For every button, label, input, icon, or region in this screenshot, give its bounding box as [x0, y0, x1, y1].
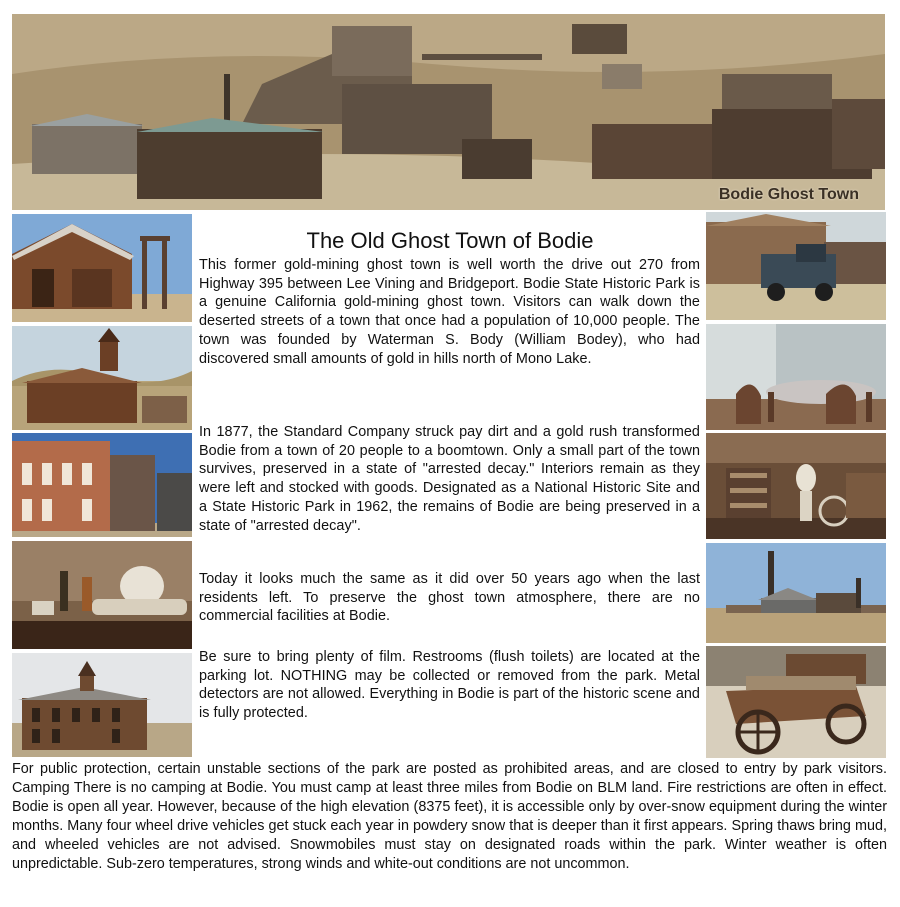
photo-barn — [12, 214, 192, 322]
article-paragraph: In 1877, the Standard Company struck pay dirt and a gold rush transformed Bodie from a town of 20 people to a boomtown. Only a small part of the town survives, preserved in a state of "arrested decay." Interiors remain as they were left and stocked with goods. Designated as a National Historic Site and a State Historic Park in 1962, the remains of Bodie are being preserved in a state of "arrested decay". — [199, 424, 700, 534]
photo-brick-building — [12, 433, 192, 537]
photo-store-interior — [706, 433, 886, 539]
banner-photo — [12, 14, 885, 210]
photo-church — [12, 326, 192, 430]
footer-paragraph: For public protection, certain unstable sections of the park are posted as prohibited areas, and are closed to entry by park visitors. Camping There is no camping at Bodie. You must camp at least three miles from Bodie on BLM land. Fire restrictions are often in effect. Bodie is open all year. However, because of the high elevation (8375 feet), it is accessible only by over-snow equipment during the winter months. Many four wheel drive vehicles get stuck each year in powdery snow that is deeper than it first appears. Spring thaws bring mud, and wheeled vehicles are not advised. Snowmobiles must stay on designated roads within the park. Winter weather is often unpredictable. Sub-zero temperatures, strong winds and white-out conditions are not uncommon. — [12, 761, 887, 872]
article-title: The Old Ghost Town of Bodie — [306, 228, 594, 253]
photo-mill-buildings — [706, 543, 886, 643]
article-paragraph: Be sure to bring plenty of film. Restrooms (flush toilets) are located at the parking lot. NOTHING may be collected or removed from the park. Metal detectors are not allowed. Everything in Bodie is part of the historic scene and is fully protected. — [199, 649, 700, 722]
photo-wagon — [706, 646, 886, 758]
photo-old-truck — [706, 212, 886, 320]
photo-washbasin — [12, 541, 192, 649]
banner-town-illustration — [12, 14, 885, 210]
banner-caption: Bodie Ghost Town — [718, 186, 859, 203]
article-paragraph: This former gold-mining ghost town is well worth the drive out 270 from Highway 395 between Lee Vining and Bridgeport. Bodie State Historic Park is a genuine California gold-mining ghost town. Visitors can walk down the deserted streets of a town that once had a population of 10,000 people. The town was founded by Waterman S. Body (William Bodey), who had discovered small amounts of gold in hills north of Mono Lake. — [199, 257, 700, 367]
article-paragraph: Today it looks much the same as it did over 50 years ago when the last residents left. To preserve the ghost town atmosphere, there are no commercial facilities at Bodie. — [199, 571, 700, 625]
photo-dining-room — [706, 324, 886, 430]
photo-schoolhouse — [12, 653, 192, 757]
